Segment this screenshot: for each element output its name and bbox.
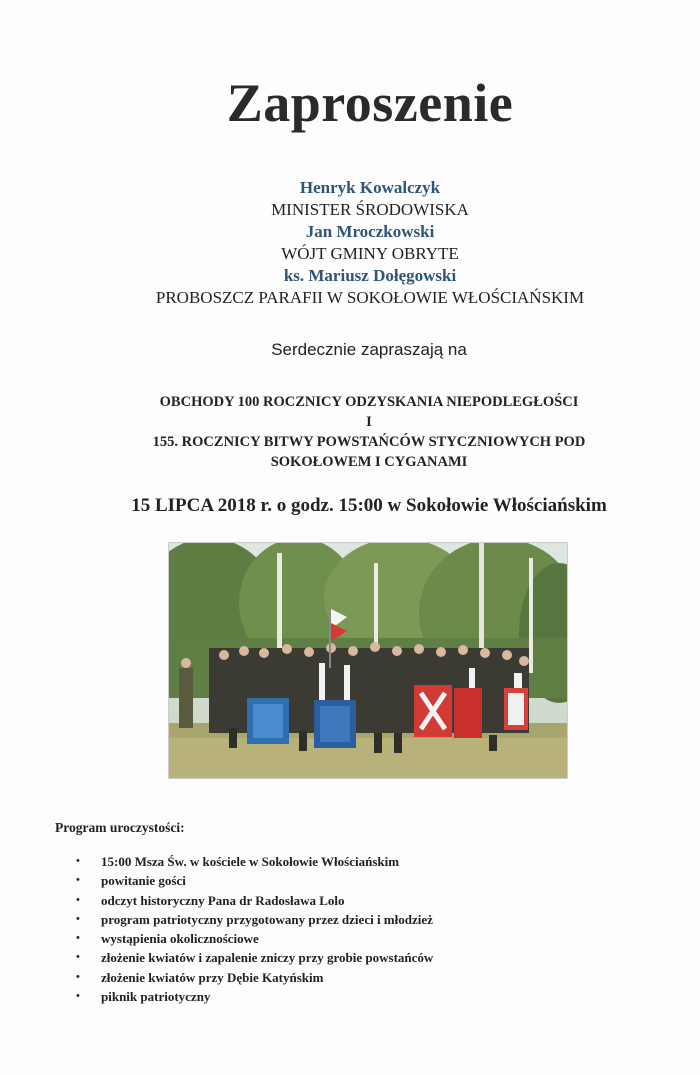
program-list [76,852,433,1006]
list-item [76,948,433,967]
program-item-8: piknik patriotyczny [101,989,211,1005]
program-item-6: złożenie kwiatów i zapalenie zniczy przy grobie powstańców [101,950,434,966]
program-item-5: wystąpienia okolicznościowe [101,931,259,947]
program-item-1: 15:00 Msza Św. w kościele w Sokołowie Włościańskim [101,854,400,869]
program-heading: Program uroczystości: [55,820,185,835]
bullet-icon: • [76,912,80,925]
event-line-2: I [366,414,372,430]
list-item [76,929,433,948]
list-item [76,968,433,987]
bullet-icon: • [76,855,80,867]
host-name-1: Henryk Kowalczyk [299,178,441,197]
program-item-2: powitanie gości [101,873,186,889]
bullet-icon: • [76,970,80,983]
bullet-icon: • [76,932,80,945]
event-line-1: OBCHODY 100 ROCZNICY ODZYSKANIA NIEPODLEGŁOŚCI [159,394,579,410]
list-item [76,891,433,910]
program-item-3: odczyt historyczny Pana dr Radosława Lolo [101,892,345,908]
bullet-icon: • [76,990,80,1003]
list-item [76,852,433,871]
program-item-4: program patriotyczny przygotowany przez dzieci i młodzież [101,911,433,927]
bullet-icon: • [76,951,80,964]
group-photo [168,542,568,779]
event-line-3: 155. ROCZNICY BITWY POWSTAŃCÓW STYCZNIOWYCH POD [152,434,586,450]
host-role-3: PROBOSZCZ PARAFII W SOKOŁOWIE WŁOŚCIAŃSKIM [155,288,585,307]
invite-text: Serdecznie zapraszają na [271,340,467,359]
host-name-2: Jan Mroczkowski [305,222,435,241]
bullet-icon: • [76,874,80,887]
list-item [76,987,433,1006]
page-title: Zaproszenie [226,73,514,133]
host-role-1: MINISTER ŚRODOWISKA [271,200,469,219]
event-date: 15 LIPCA 2018 r. o godz. 15:00 w Sokołowie Włościańskim [131,495,607,516]
event-line-4: SOKOŁOWEM I CYGANAMI [270,454,468,470]
list-item [76,910,433,929]
list-item [76,871,433,890]
program-item-7: złożenie kwiatów przy Dębie Katyńskim [101,969,324,985]
hosts-block [0,177,700,309]
event-title [0,392,700,472]
bullet-icon: • [76,893,80,906]
host-name-3: ks. Mariusz Dołęgowski [283,266,457,285]
group-photo-illustration [169,543,567,778]
host-role-2: WÓJT GMINY OBRYTE [281,244,459,263]
